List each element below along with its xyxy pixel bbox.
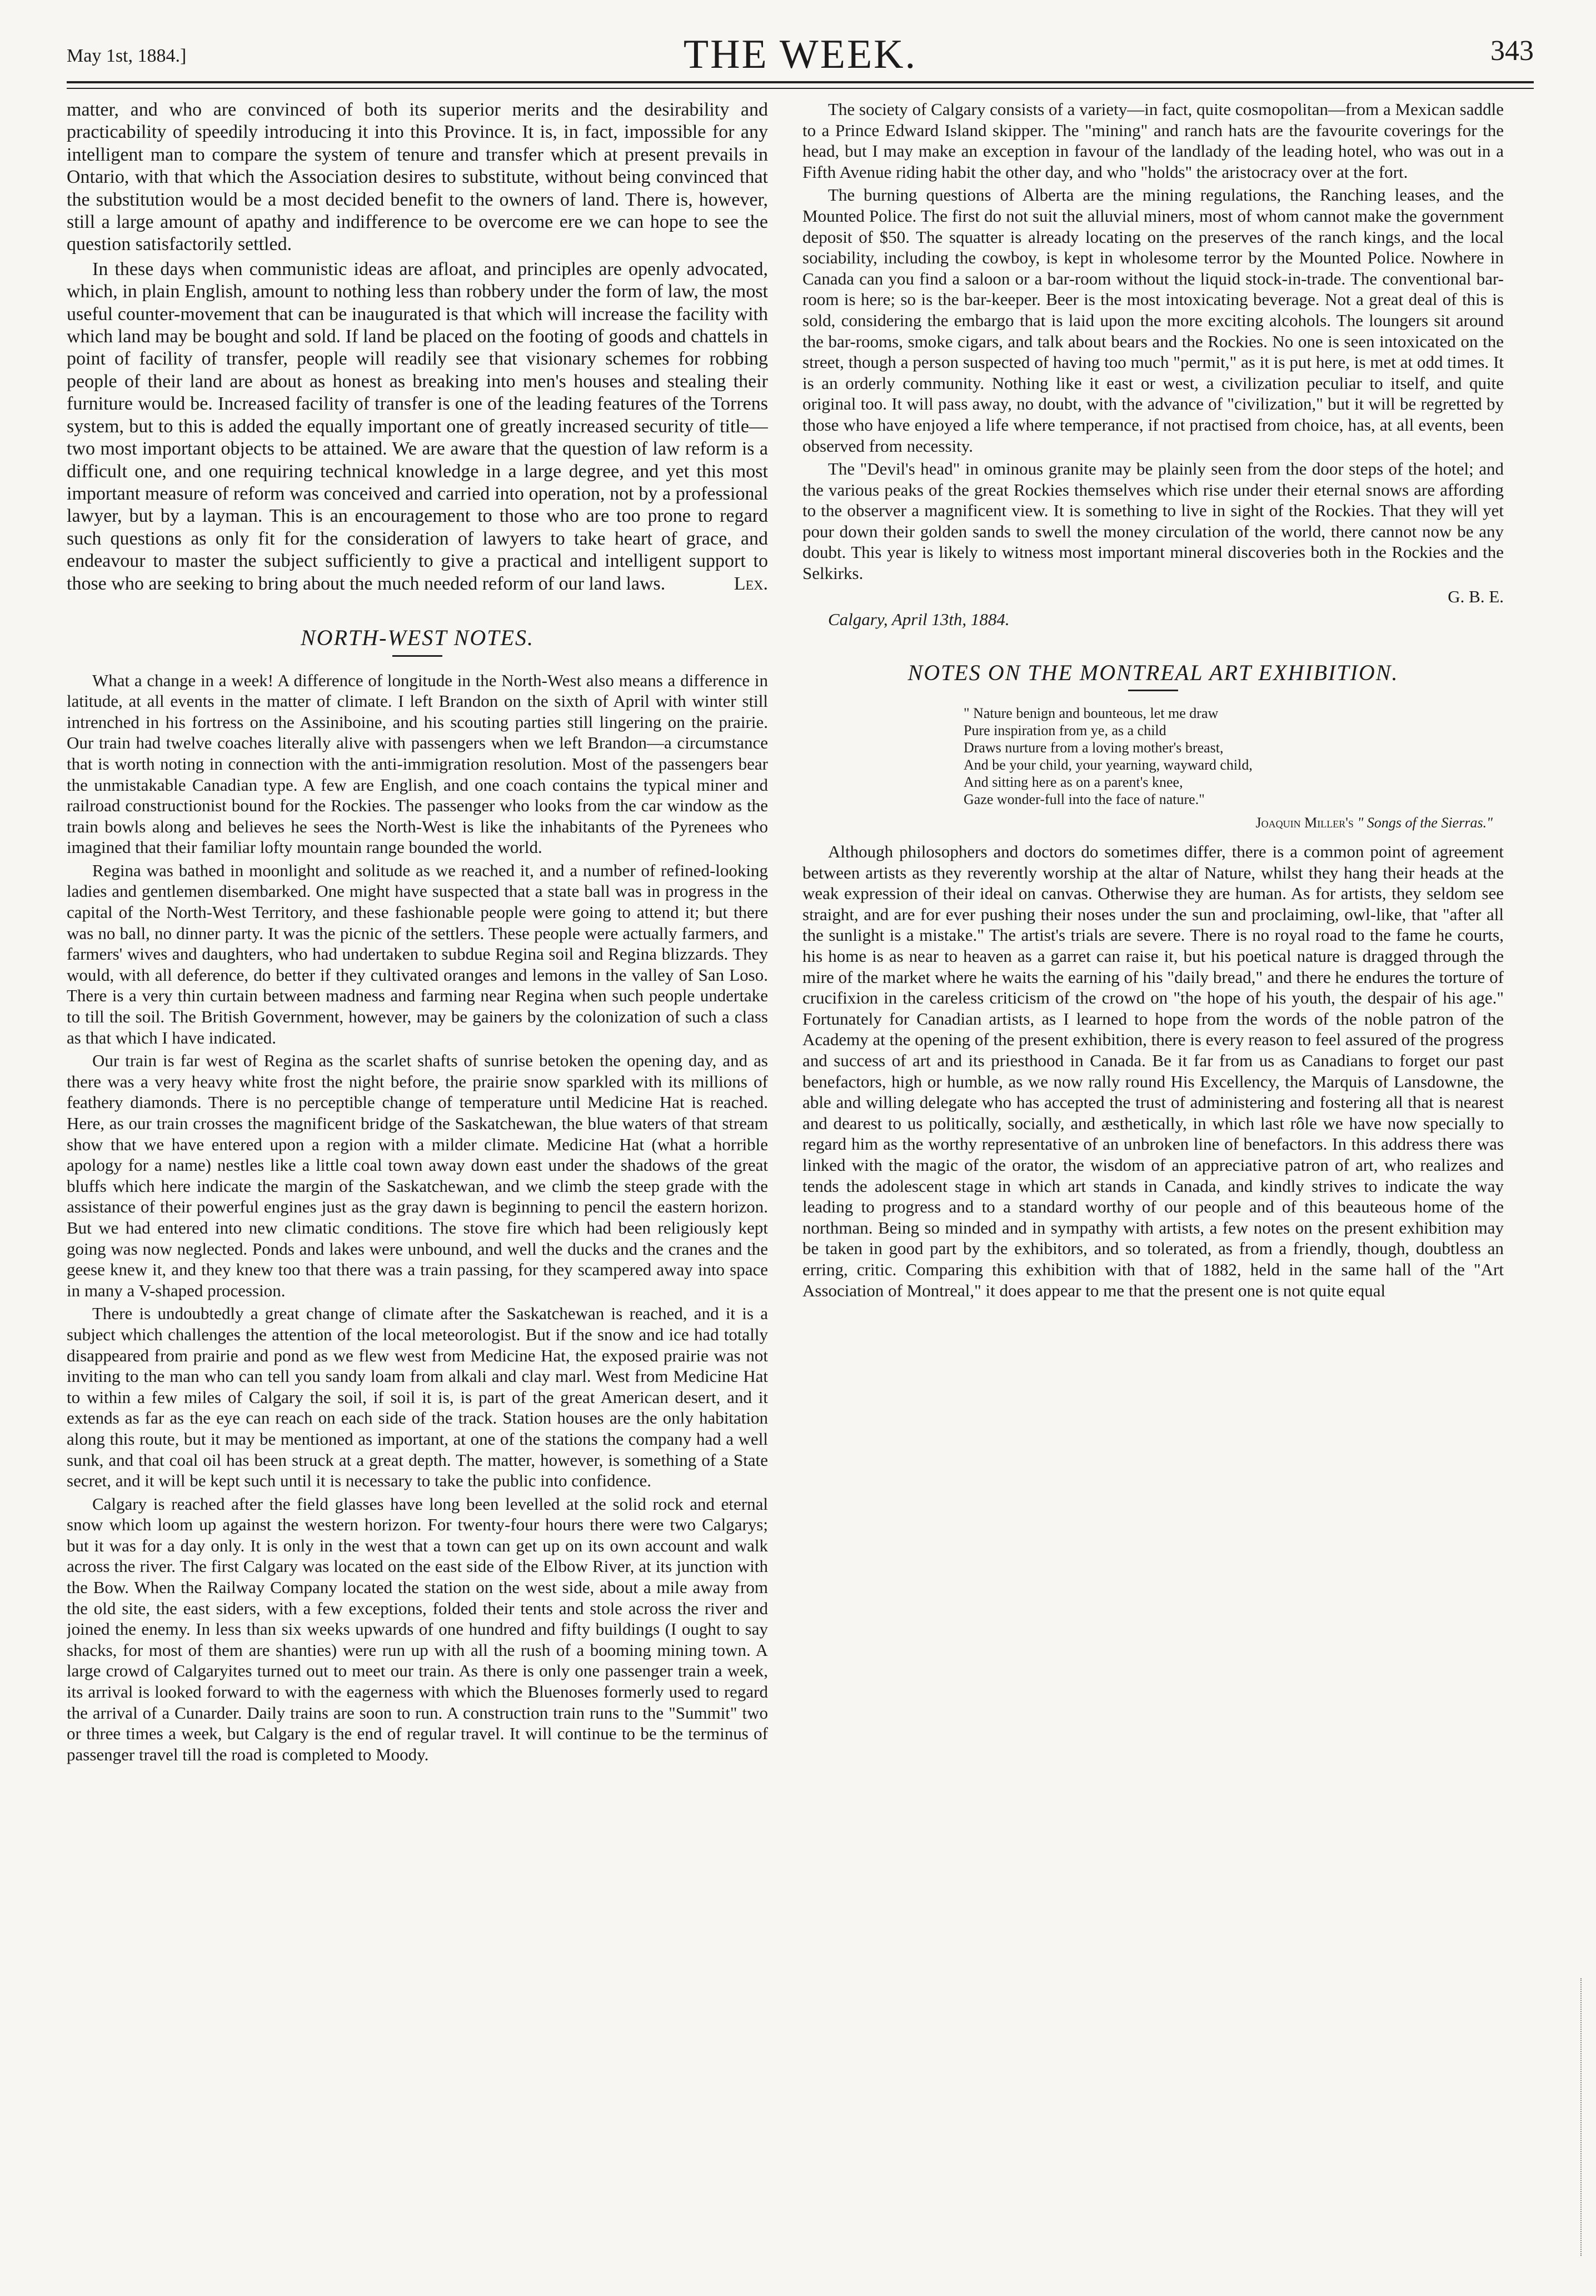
paragraph: Regina was bathed in moonlight and solitude as we reached it, and a number of refined-looking ladies and gentlemen disembarked. One might have suspected that a state ball was in progress in the capital of the North-West Territory, and these fashionable people were going to attend it; but there was no ball, no dinner party. It was the picnic of the settlers. These people were actually farmers, and farmers' wives and daughters, who had undertaken to subdue Regina soil and Regina blizzards. They would, with all deference, do better if they cultivated oranges and lemons in the valley of San Loso. There is a very thin curtain between madness and farming near Regina when such people undertake to till the soil. The British Government, however, may be gainers by the colonization of such a class as that which I have indicated.	[67, 860, 768, 1047]
page-header	[67, 27, 1534, 78]
header-rule-thin	[67, 88, 1534, 89]
paragraph: The burning questions of Alberta are the mining regulations, the Ranching leases, and the Mounted Police. The first do not suit the alluvial miners, most of whom cannot make the government deposit of $50. The squatter is already locating on the preserves of the ranch kings, and the local sociability, including the cowboy, is kept in wholesome terror by the Mounted Police. Nowhere in Canada can you find a saloon or a bar-room without the liquid stock-in-trade. The conventional bar-room is here; so is the bar-keeper. Beer is the most intoxicating beverage. Not a great deal of this is sold, considering the embargo that is laid upon the more exciting alcohols. The loungers sit around the bar-rooms, smoke cigars, and talk about bears and the Rockies. No one is seen intoxicated on the street, though a person suspected of having too much "permit," as it is put here, is met at odd times. It is an orderly community. Nothing like it east or west, a civilization peculiar to itself, and quite original too. It will pass away, no doubt, with the advance of "civilization," but it will be regretted by those who have enjoyed a life where temperance, if not practised from choice, has, at all events, been observed from necessity.	[802, 185, 1504, 456]
issue-date: May 1st, 1884.]	[67, 46, 187, 66]
poem-line: Draws nurture from a loving mother's breast,	[964, 740, 1224, 756]
attribution-work: " Songs of the Sierras."	[1357, 815, 1493, 831]
paragraph-continued: Calgary is reached after the field glasses have long been levelled at the solid rock and eternal snow which loom up against the western horizon. For twenty-four hours there were two Calgarys; but it was for a day only. It is only in the west that a town can get up on its own account and walk across the river. The first Calgary was located on the east side of the Elbow River, at its junction with the Bow. When the Railway Company located the station on the west side, about a mile away from the old site, the east siders, with a few exceptions, folded their tents and stole across the river and joined the enemy. In less than six weeks upwards of one hundred and fifty buildings (I ought to say shacks, for most of them are shanties) were run up with all the rush of a booming mining town. A large crowd of Calgaryites turned out to meet our train. As there is only one passenger train a week, its arrival is looked forward to with the eagerness with which the Bluenoses formerly used to regard the arrival of a Cunarder. Daily trains are soon to run. A construction train runs to the "Summit" two or three times a week, but Calgary is the end of regular travel. It will continue to be the terminus of passenger travel till the road is completed to Moody.	[67, 1494, 768, 1764]
paragraph: Our train is far west of Regina as the scarlet shafts of sunrise betoken the opening day, and as there was a very heavy white frost the night before, the prairie snow sparkled with its millions of feathery diamonds. There is no perceptible change of temperature until Medicine Hat is reached. Here, as our train crosses the magnificent bridge of the Saskatchewan, the blue waters of that stream show that we have entered upon a region with a milder climate. Medicine Hat (what a horrible apology for a name) nestles like a little coal town away down east under the shadows of the great bluffs which here indicate the margin of the Saskatchewan, and we climb the steep grade with the assistance of their powerful engines just as the gray dawn is beginning to pencil the eastern horizon. But we had entered into new climatic conditions. The stove fire which had been religiously kept going was now neglected. Ponds and lakes were unbound, and well the ducks and the cranes and the geese knew it, and they knew too that there was a train passing, for they scampered away into space in many a V-shaped procession.	[67, 1051, 768, 1300]
header-rule-thick	[67, 81, 1534, 83]
masthead-title: THE WEEK.	[683, 32, 917, 77]
paragraph: matter, and who are convinced of both its superior merits and the desirability and practicability of speedily introducing it into this Province. It is, in fact, impossible for any intelligent man to compare the system of tenure and transfer which at present prevails in Ontario, with that which the Association desires to substitute, without being convinced that the substitution would be a most decided benefit to the owners of land. There is, however, still a large amount of apathy and indifference to be overcome ere we can hope to see the question satisfactorily settled.	[67, 99, 768, 255]
left-column	[67, 99, 768, 2277]
article-signature: G. B. E.	[1448, 586, 1504, 606]
epigraph-poem	[964, 705, 1504, 808]
section-title-northwest-notes: NORTH-WEST NOTES.	[301, 625, 534, 650]
right-column	[802, 99, 1504, 2277]
poem-line: And sitting here as on a parent's knee,	[964, 774, 1183, 791]
poem-line: And be your child, your yearning, wayward child,	[964, 757, 1253, 773]
poem-line: " Nature benign and bounteous, let me draw	[964, 705, 1219, 722]
title-rule	[392, 655, 442, 657]
poem-line: Gaze wonder-full into the face of nature."	[964, 791, 1205, 808]
paragraph: In these days when communistic ideas are afloat, and principles are openly advocated, which, in plain English, amount to nothing less than robbery under the form of law, the most useful counter-movement that can be inaugurated is that which will increase the facility with which land may be bought and sold. If land be placed on the footing of goods and chattels in point of facility of transfer, people will readily see that visionary schemes for robbing people of their land are about as honest as breaking into men's houses and stealing their furniture would be. Increased facility of transfer is one of the leading features of the Torrens system, but to this is added the equally important one of greatly increased security of title—two most important objects to be attained. We are aware that the question of law reform is a difficult one, and one requiring technical knowledge in a large degree, and yet this most important measure of reform was conceived and carried into operation, not by a professional lawyer, but by a layman. This is an encouragement to those who are too prone to regard such questions as only fit for the consideration of lawyers to take heart of grace, and endeavour to master the subject sufficiently to give a practical and intelligent support to those who are seeking to bring about the much needed reform of our land laws. Lex.	[67, 258, 768, 595]
dateline: Calgary, April 13th, 1884.	[828, 610, 1010, 630]
poem-attribution	[802, 812, 1493, 833]
paragraph: Although philosophers and doctors do sometimes differ, there is a common point of agreement between artists as they reverently worship at the altar of Nature, whilst they hang their heads at the weak expression of their ideal on canvas. Otherwise they are human. As for artists, they seldom see straight, and are for ever pushing their noses under the sun and proclaiming, owl-like, that "after all the sunlight is a mistake." The artist's trials are severe. There is no royal road to the fame he courts, his home is as near to heaven as a garret can raise it, but his poetical nature is dragged through the mire of the market where he waits the earning of his "daily bread," and there he endures the torture of crucifixion in the careless criticism of the crowd on "the hope of his youth, the despair of his age." Fortunately for Canadian artists, as I learned to hope from the words of the noble patron of the Academy at the opening of the present exhibition, there is every reason to feel assured of the progress and success of art and its priesthood in Canada. Be it far from us as Canadians to forget our past benefactors, high or humble, as we now rally round His Excellency, the Marquis of Lansdowne, the able and willing delegate who has accepted the trust of administering and fostering all that is nearest and dearest to us politically, socially, and æsthetically, in which last rôle we have now specially to regard him as the worthy representative of an unbroken line of benefactors. In this address there was linked with the magic of the orator, the wisdom of an appreciative patron of art, who realizes and tends the adolescent stage in which art stands in Canada, and kindly strives to indicate the way leading to progress and to a standard worthy of our people and of this beauteous home of the northman. Being so minded and in sympathy with artists, a few notes on the present exhibition may be taken in good part by the exhibitors, and so tolerated, as from a friendly, though, doubtless an erring, critic. Comparing this exhibition with that of 1882, held in the same hall of the "Art Association of Montreal," it does appear to me that the present one is not quite equal	[802, 842, 1504, 1300]
attribution-author: Joaquin Miller's	[1255, 815, 1354, 831]
title-rule	[1128, 690, 1178, 691]
paragraph: The society of Calgary consists of a variety—in fact, quite cosmopolitan—from a Mexican saddle to a Prince Edward Island skipper. The "mining" and ranch hats are the favourite coverings for the head, but I may make an exception in favour of the landlady of the leading hotel, who was out in a Fifth Avenue riding habit the other day, and who "holds" the aristocracy over at the fort.	[802, 99, 1504, 182]
article-signature: Lex.	[734, 573, 768, 594]
page-number: 343	[1490, 35, 1534, 67]
paragraph: The "Devil's head" in ominous granite may be plainly seen from the door steps of the hotel; and the various peaks of the great Rockies themselves which rise under their eternal snows are affording to the observer a magnificent view. It is something to live in sight of the Rockies. That they will yet pour down their golden sands to swell the money circulation of the world, there cannot now be any doubt. This year is likely to witness most important mineral discoveries both in the Rockies and the Selkirks.	[802, 459, 1504, 583]
land-law-article	[67, 99, 768, 595]
page-edge-mark	[1580, 1978, 1583, 2256]
paragraph: What a change in a week! A difference of longitude in the North-West also means a difference in latitude, at all events in the matter of climate. I left Brandon on the sixth of April with winter still intrenched in his fortress on the Assiniboine, and his scouting parties still lingering on the prairie. Our train had twelve coaches literally alive with passengers when we left Brandon—a circumstance that is worth noting in connection with the anti-immigration resolution. Most of the passengers bear the unmistakable Canadian type. A few are English, and one coach contains the typical miner and railroad constructionist bound for the Rockies. The passenger who looks from the car window as the train bowls along and believes he sees the North-West is like the inhabitants of the Pyrenees who imagined that their familiar lofty mountain range bounded the world.	[67, 670, 768, 857]
paragraph: There is undoubtedly a great change of climate after the Saskatchewan is reached, and it is a subject which challenges the attention of the local meteorologist. But if the snow and ice had totally disappeared from prairie and pond as we flew west from Medicine Hat, the exposed prairie was not inviting to the man who can tell you sandy loam from alkali and clay marl. West from Medicine Hat to within a few miles of Calgary the soil, if soil it is, is part of the great American desert, and it extends as far as the eye can reach on each side of the track. Station houses are the only habitation along this route, but it may be mentioned as important, at one of the stations the company had a well sunk, and that coal oil has been struck at a great depth. The matter, however, is something of a State secret, and it will be kept such until it is necessary to take the public into confidence.	[67, 1304, 768, 1491]
section-title-art-exhibition: NOTES ON THE MONTREAL ART EXHIBITION.	[907, 660, 1399, 685]
poem-line: Pure inspiration from ye, as a child	[964, 722, 1166, 739]
